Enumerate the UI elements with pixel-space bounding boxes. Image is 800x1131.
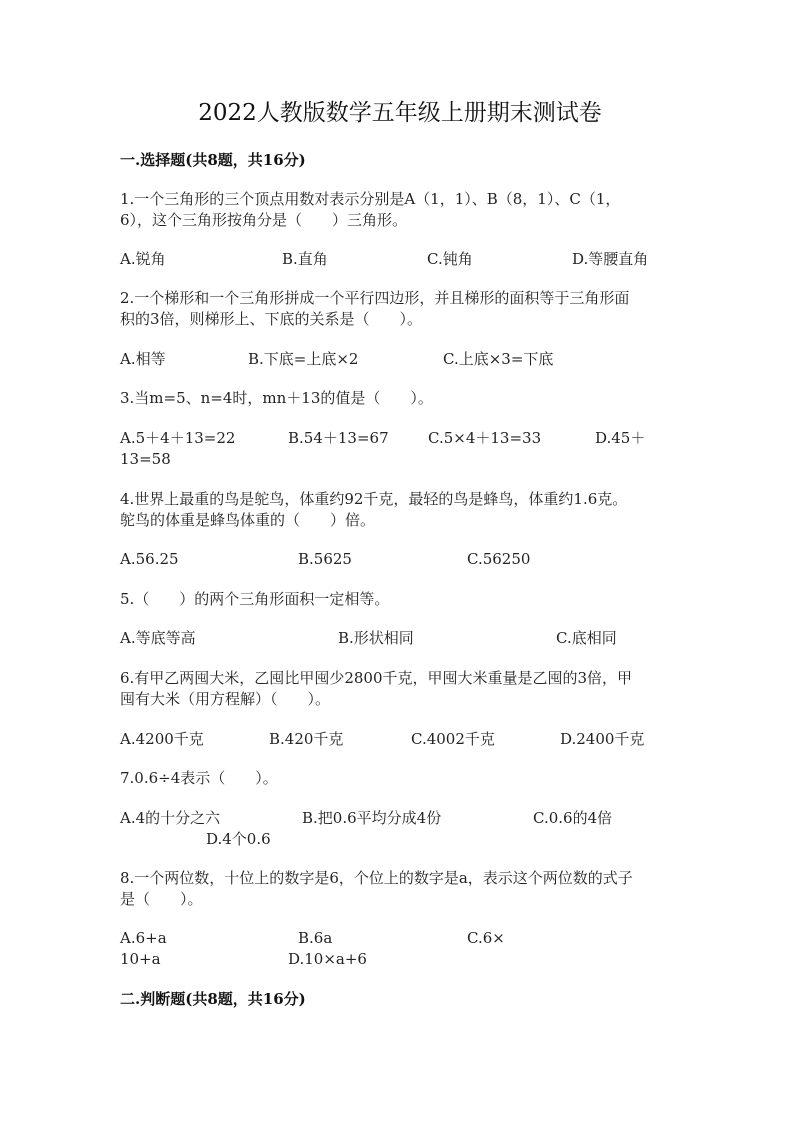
question-3-option-a: A.5＋4＋13=22 [120, 429, 236, 447]
question-7-option-b: B.把0.6平均分成4份 [302, 809, 442, 827]
question-8-option-c: C.6× [467, 929, 505, 947]
question-5-text: 5.（ ）的两个三角形面积一定相等。 [120, 590, 390, 608]
question-8-text: 8.一个两位数，十位上的数字是6，个位上的数字是a，表示这个两位数的式子 [120, 869, 633, 887]
question-2-option-a: A.相等 [120, 350, 166, 368]
question-5-option-a: A.等底等高 [120, 629, 196, 647]
question-1-text: 1.一个三角形的三个顶点用数对表示分别是A（1，1）、B（8，1）、C（1， [120, 190, 621, 208]
question-7-option-a: A.4的十分之六 [120, 809, 221, 827]
question-6-text-cont: 囤有大米（用方程解）（ ）。 [120, 690, 331, 708]
question-3-option-b: B.54＋13=67 [288, 429, 389, 447]
question-2-text-cont: 积的3倍，则梯形上、下底的关系是（ ）。 [120, 310, 423, 328]
question-3-option-d: D.45＋ [595, 429, 646, 447]
question-6-text: 6.有甲乙两囤大米，乙囤比甲囤少2800千克，甲囤大米重量是乙囤的3倍，甲 [120, 669, 633, 687]
question-2-option-c: C.上底×3=下底 [443, 350, 554, 368]
question-6-option-b: B.420千克 [269, 730, 344, 748]
question-3-option-c: C.5×4＋13=33 [428, 429, 542, 447]
question-4-text-cont: 鸵鸟的体重是蜂鸟体重的（ ）倍。 [120, 511, 376, 529]
question-4-option-b: B.5625 [298, 550, 352, 568]
question-6-option-d: D.2400千克 [560, 730, 645, 748]
question-2-option-b: B.下底=上底×2 [248, 350, 359, 368]
section-heading-choice: 一.选择题(共8题，共16分) [120, 151, 306, 169]
question-8-text-cont: 是（ ）。 [120, 890, 203, 908]
question-3-option-d-cont: 13=58 [120, 450, 171, 468]
question-2-text: 2.一个梯形和一个三角形拼成一个平行四边形，并且梯形的面积等于三角形面 [120, 289, 630, 307]
question-6-option-c: C.4002千克 [411, 730, 495, 748]
question-1-text-cont: 6），这个三角形按角分是（ ）三角形。 [120, 211, 408, 229]
question-1-option-d: D.等腰直角 [572, 250, 649, 268]
question-5-option-b: B.形状相同 [338, 629, 414, 647]
question-1-option-a: A.锐角 [120, 250, 166, 268]
question-6-option-a: A.4200千克 [120, 730, 204, 748]
question-4-option-a: A.56.25 [120, 550, 179, 568]
question-4-option-c: C.56250 [467, 550, 531, 568]
question-8-option-d: D.10×a+6 [288, 950, 367, 968]
page-title: 2022人教版数学五年级上册期末测试卷 [198, 100, 602, 126]
question-3-text: 3.当m=5、n=4时，mn＋13的值是（ ）。 [120, 389, 433, 407]
question-7-text: 7.0.6÷4表示（ ）。 [120, 769, 278, 787]
question-1-option-c: C.钝角 [427, 250, 473, 268]
question-8-option-a: A.6+a [120, 929, 167, 947]
question-8-option-b: B.6a [298, 929, 333, 947]
question-7-option-c: C.0.6的4倍 [533, 809, 613, 827]
question-5-option-c: C.底相同 [556, 629, 617, 647]
question-1-option-b: B.直角 [282, 250, 328, 268]
question-4-text: 4.世界上最重的鸟是鸵鸟，体重约92千克，最轻的鸟是蜂鸟，体重约1.6克。 [120, 490, 628, 508]
section-heading-judgment: 二.判断题(共8题，共16分) [120, 990, 306, 1008]
question-8-option-c-cont: 10+a [120, 950, 161, 968]
question-7-option-d: D.4个0.6 [206, 830, 271, 848]
